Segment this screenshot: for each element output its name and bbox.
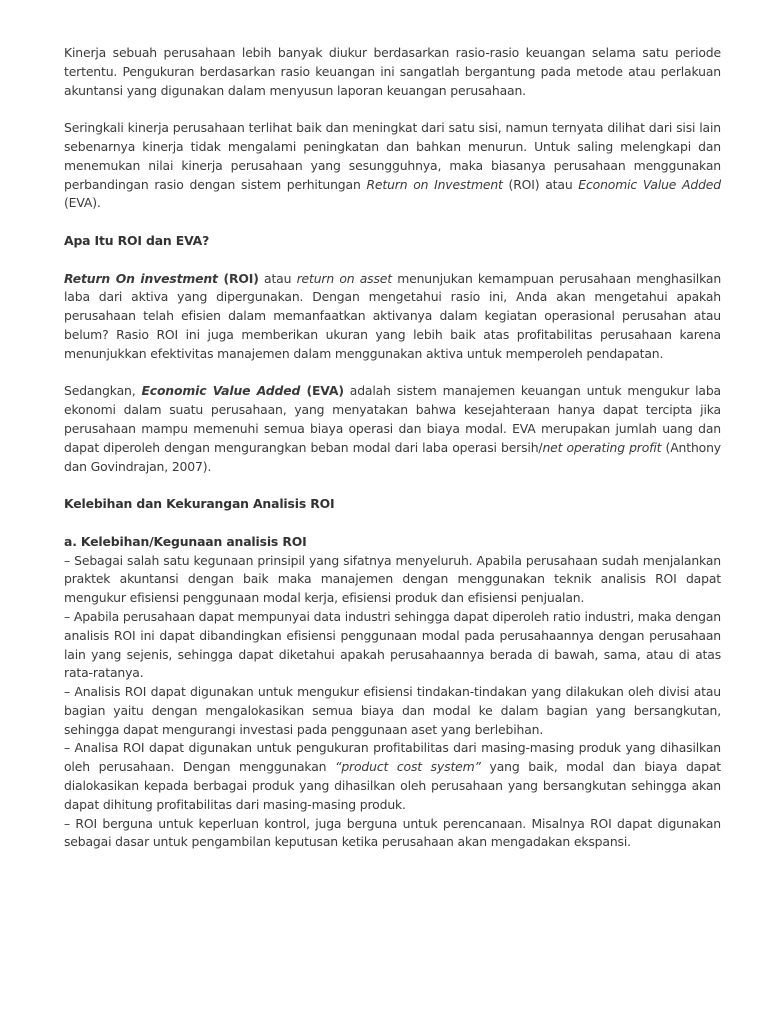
- paragraph-intro: Kinerja sebuah perusahaan lebih banyak diukur berdasarkan rasio-rasio keuangan selama satu periode tertentu. Pengukuran berdasarkan rasio keuangan ini sangatlah bergantung pada metode atau perlakuan akuntansi yang digunakan dalam menyusun laporan keuangan perusahaan.: [64, 45, 721, 98]
- text-span: menunjukan kemampuan perusahaan menghasilkan laba dari aktiva yang dipergunakan. Dengan mengetahui rasio ini, Anda akan mengetahui apakah perusahaan telah efisien dalam memanfaatkan aktivanya dalam kegiatan operasional perusahan atau belum? Rasio ROI ini juga memberikan ukuran yang lebih baik atas profitabilitas perusahaan karena menunjukkan efektivitas manajemen dalam menggunakan aktiva untuk memperoleh pendapatan.: [64, 270, 722, 361]
- net-operating-profit-term: net operating profit: [542, 439, 662, 455]
- paragraph-performance: [64, 119, 721, 213]
- subheading-roi-advantages: a. Kelebihan/Kegunaan analisis ROI: [64, 533, 307, 549]
- text-span: (ROI) atau: [502, 176, 579, 192]
- list-item: [64, 739, 721, 814]
- paragraph-eva-definition: [64, 382, 721, 476]
- text-span: Sedangkan,: [64, 383, 142, 399]
- eva-definition-term: Economic Value Added: [141, 383, 301, 399]
- product-cost-system-term: “product cost system”: [335, 759, 481, 775]
- heading-roi-pros-cons: Kelebihan dan Kekurangan Analisis ROI: [64, 496, 335, 512]
- paragraph-roi-definition: [64, 270, 721, 364]
- text-span: (EVA).: [64, 195, 101, 211]
- list-item: – ROI berguna untuk keperluan kontrol, juga berguna untuk perencanaan. Misalnya ROI dapat digunakan sebagai dasar untuk pengambilan keputusan ketika perusahaan akan mengadakan ekspansi.: [64, 815, 721, 850]
- heading-roi-eva: Apa Itu ROI dan EVA?: [64, 232, 210, 248]
- roi-definition-term: Return On investment: [64, 270, 218, 286]
- roi-term: Return on Investment: [366, 176, 503, 192]
- text-span: – Analisa ROI dapat digunakan untuk pengukuran profitabilitas dari masing-masing produk yang dihasilkan oleh perusahaan. Dengan menggunakan: [64, 740, 721, 775]
- list-item: – Analisis ROI dapat digunakan untuk mengukur efisiensi tindakan-tindakan yang dilakukan oleh divisi atau bagian yaitu dengan mengalokasikan semua biaya dan modal ke dalam bagian yang bersangkutan, sehingga dapat mengurangi investasi pada penggunaan aset yang berlebihan.: [64, 684, 721, 737]
- eva-term: Economic Value Added: [578, 176, 721, 192]
- text-span: Seringkali kinerja perusahaan terlihat baik dan meningkat dari satu sisi, namun ternyata dilihat dari sisi lain sebenarnya kinerja tidak mengalami peningkatan dan bahkan menurun. Untuk saling melengkapi dan menemukan nilai kinerja perusahaan yang sesungguhnya, maka biasanya perusahaan menggunakan perbandingan rasio dengan sistem perhitungan: [64, 120, 721, 192]
- eva-abbr: (EVA): [300, 383, 344, 399]
- list-item: – Apabila perusahaan dapat mempunyai data industri sehingga dapat diperoleh ratio industri, maka dengan analisis ROI ini dapat dibandingkan efisiensi penggunaan modal pada perusahaannya dengan perusahaan lain yang sejenis, sehingga dapat diketahui apakah perusahaannya berada di bawah, sama, atau di atas rata-ratanya.: [64, 608, 721, 681]
- text-span: atau: [258, 270, 297, 286]
- text-span: yang baik, modal dan biaya dapat dialokasikan kepada berbagai produk yang dihasilkan oleh perusahaan yang bersangkutan sehingga akan dapat dihitung profitabilitas dari masing-masing produk.: [64, 759, 721, 812]
- text-span: adalah sistem manajemen keuangan untuk mengukur laba ekonomi dalam suatu perusahaan, yang menyatakan bahwa kesejahteraan hanya dapat tercipta jika perusahaan mampu memenuhi semua biaya operasi dan biaya modal. EVA merupakan jumlah uang dan dapat diperoleh dengan mengurangkan beban modal dari laba operasi bersih/: [64, 383, 722, 455]
- roi-abbr: (ROI): [217, 270, 259, 286]
- text-span: (Anthony dan Govindrajan, 2007).: [64, 439, 721, 474]
- roa-term: return on asset: [296, 270, 392, 286]
- document-page: [64, 44, 721, 852]
- list-item: – Sebagai salah satu kegunaan prinsipil yang sifatnya menyeluruh. Apabila perusahaan sudah menjalankan praktek akuntansi dengan baik maka manajemen dengan menggunakan teknik analisis ROI dapat mengukur efisiensi penggunaan modal kerja, efisiensi produk dan efisiensi penjualan.: [64, 552, 721, 606]
